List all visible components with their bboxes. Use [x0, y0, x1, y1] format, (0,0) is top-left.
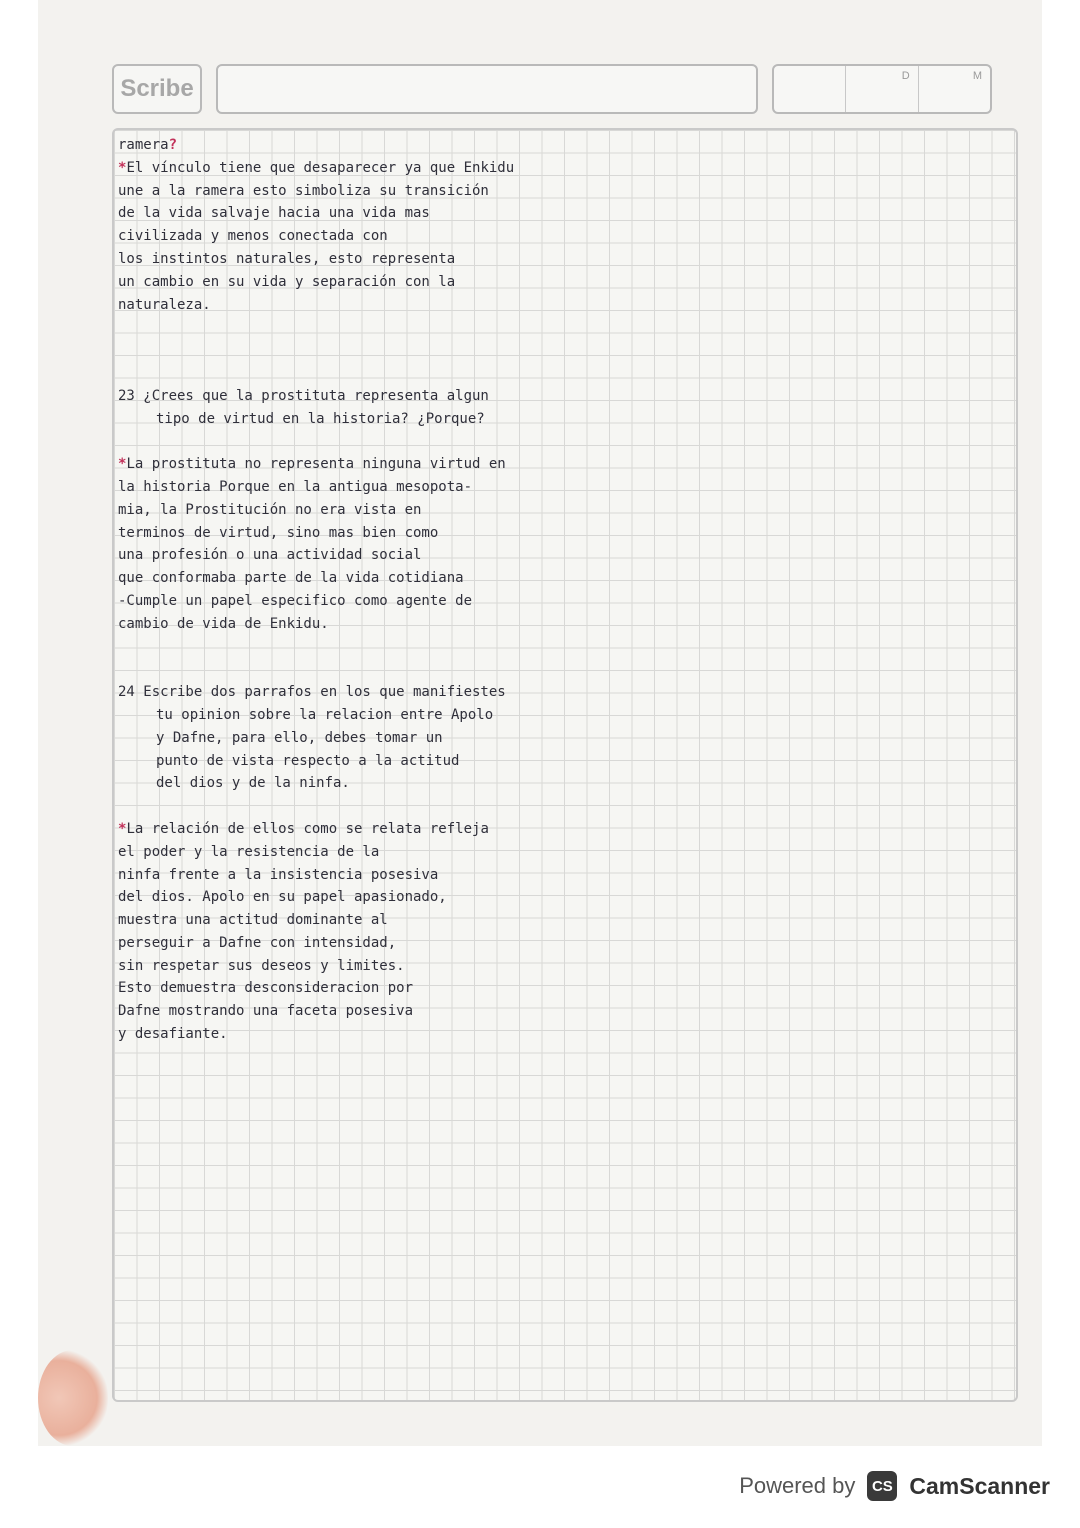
note-text: civilizada y menos conectada con	[118, 228, 388, 245]
note-line	[118, 453, 1018, 476]
note-line	[118, 385, 1018, 408]
note-line	[118, 271, 1018, 294]
note-line	[118, 636, 1018, 659]
note-text: ninfa frente a la insistencia posesiva	[118, 866, 439, 883]
note-text: cambio de vida de Enkidu.	[118, 615, 329, 632]
bullet-mark: *	[118, 159, 127, 176]
note-line	[118, 316, 1018, 339]
note-line	[118, 294, 1018, 317]
note-line	[118, 864, 1018, 887]
note-line	[118, 932, 1018, 955]
note-text: tipo de virtud en la historia? ¿Porque?	[156, 410, 485, 427]
note-text: muestra una actitud dominante al	[118, 912, 388, 929]
note-text: del dios y de la ninfa.	[156, 775, 350, 792]
note-line	[118, 202, 1018, 225]
note-line	[118, 339, 1018, 362]
bullet-mark: *	[118, 820, 127, 837]
note-text: el poder y la resistencia de la	[118, 843, 380, 860]
note-text: La relación de ellos como se relata refleja	[126, 820, 489, 837]
note-text: del dios. Apolo en su papel apasionado,	[118, 889, 447, 906]
note-text: perseguir a Dafne con intensidad,	[118, 934, 397, 951]
note-line	[118, 567, 1018, 590]
bullet-mark: *	[118, 456, 127, 473]
note-text: un cambio en su vida y separación con la	[118, 273, 456, 290]
note-text: une a la ramera esto simboliza su transición	[118, 182, 489, 199]
note-text: y desafiante.	[118, 1026, 228, 1043]
note-line	[118, 157, 1018, 180]
note-text: sin respetar sus deseos y limites.	[118, 957, 405, 974]
camscanner-brand: CamScanner	[909, 1472, 1050, 1499]
note-line	[118, 750, 1018, 773]
note-line	[118, 590, 1018, 613]
note-line	[118, 955, 1018, 978]
note-line	[118, 248, 1018, 271]
powered-by-text: Powered by	[739, 1473, 856, 1498]
note-line	[118, 362, 1018, 385]
note-text: una profesión o una actividad social	[118, 547, 422, 564]
note-line	[118, 430, 1018, 453]
question-mark: ?	[168, 137, 178, 153]
note-line	[118, 886, 1018, 909]
note-text: tu opinion sobre la relacion entre Apolo	[156, 706, 494, 723]
note-line	[118, 544, 1018, 567]
note-line	[118, 795, 1018, 818]
note-text: de la vida salvaje hacia una vida mas	[118, 205, 430, 222]
handwritten-notes	[118, 134, 1018, 1046]
note-line	[118, 977, 1018, 1000]
date-cell-year: M	[972, 70, 982, 82]
note-text: punto de vista respecto a la actitud	[156, 752, 460, 769]
note-text: naturaleza.	[118, 296, 211, 313]
note-line	[118, 180, 1018, 203]
note-line	[118, 704, 1018, 727]
note-text: la historia Porque en la antigua mesopota-	[118, 478, 473, 495]
note-line	[118, 658, 1018, 681]
note-line	[118, 1000, 1018, 1023]
note-line	[118, 499, 1018, 522]
note-line	[118, 1023, 1018, 1046]
scribe-logo: Scribe	[112, 64, 202, 114]
date-cell-month: D	[846, 66, 918, 112]
note-line	[118, 841, 1018, 864]
notebook-header	[112, 64, 992, 114]
note-text: mia, la Prostitución no era vista en	[118, 501, 422, 518]
note-text: -Cumple un papel especifico como agente de	[118, 592, 473, 609]
camscanner-icon: CS	[867, 1471, 897, 1501]
note-text: los instintos naturales, esto representa	[118, 250, 456, 267]
note-text: El vínculo tiene que desaparecer ya que Enkidu	[126, 159, 515, 176]
note-text: 23 ¿Crees que la prostituta representa algun	[118, 387, 489, 404]
note-text: La prostituta no representa ninguna virtud en	[126, 456, 506, 473]
date-cell-day	[774, 66, 846, 112]
finger-shadow	[38, 1350, 108, 1446]
note-line	[118, 408, 1018, 431]
note-line	[118, 909, 1018, 932]
note-line	[118, 134, 1018, 157]
note-text: ramera	[118, 137, 169, 153]
title-field	[216, 64, 758, 114]
note-line	[118, 772, 1018, 795]
note-text: que conformaba parte de la vida cotidiana	[118, 570, 464, 587]
note-line	[118, 818, 1018, 841]
note-line	[118, 727, 1018, 750]
note-text: Dafne mostrando una faceta posesiva	[118, 1003, 414, 1020]
note-text: 24 Escribe dos parrafos en los que manifiestes	[118, 684, 506, 701]
note-line	[118, 613, 1018, 636]
note-text: terminos de virtud, sino mas bien como	[118, 524, 439, 541]
note-line	[118, 522, 1018, 545]
date-field	[772, 64, 992, 114]
note-line	[118, 681, 1018, 704]
scanner-watermark	[739, 1466, 1050, 1506]
note-text: y Dafne, para ello, debes tomar un	[156, 729, 443, 746]
note-line	[118, 225, 1018, 248]
note-line	[118, 476, 1018, 499]
note-text: Esto demuestra desconsideracion por	[118, 980, 414, 997]
